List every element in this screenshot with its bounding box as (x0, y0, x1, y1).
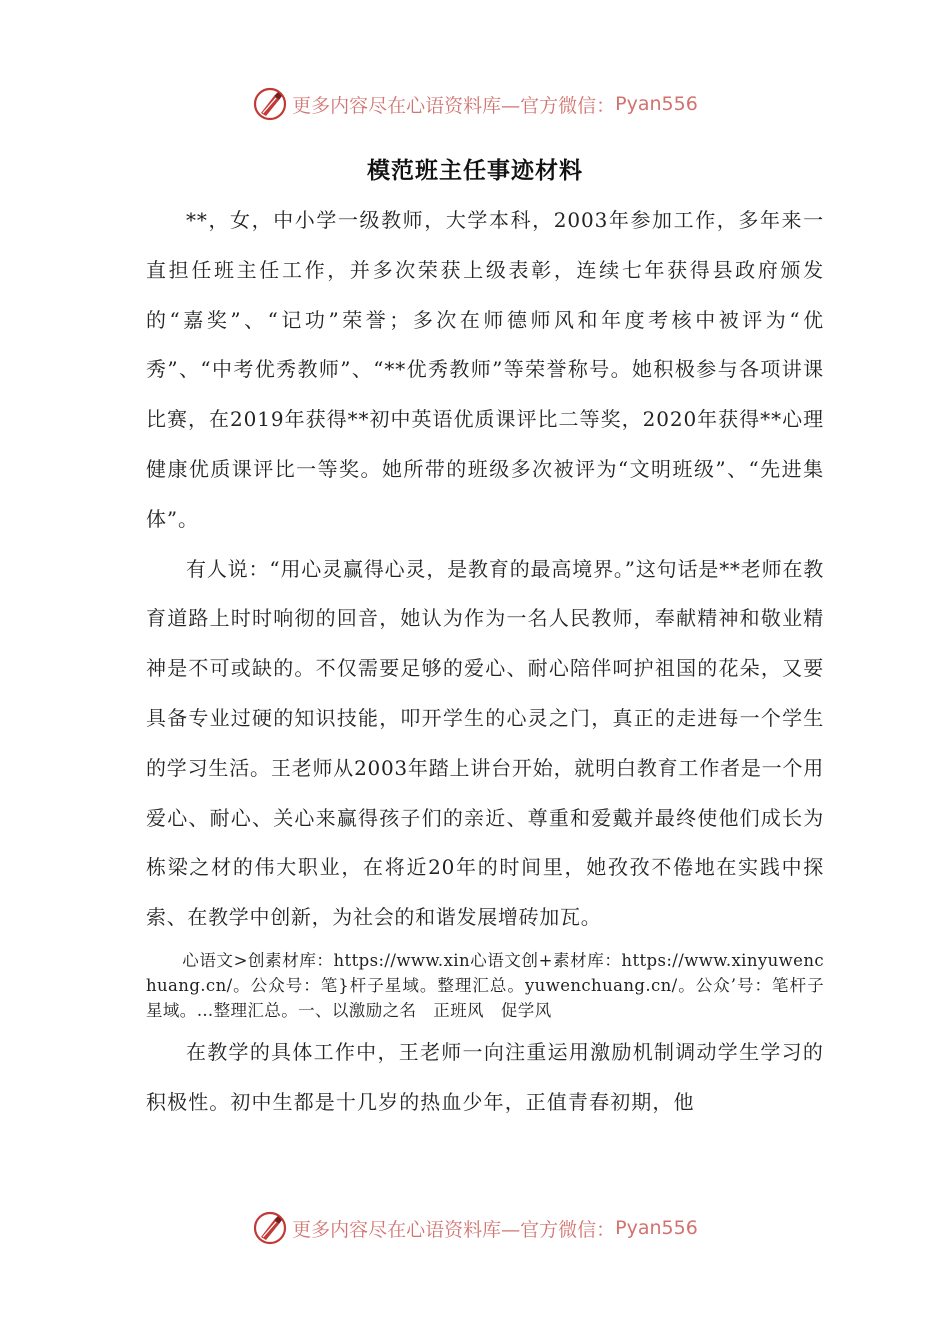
paragraph-1: **，女，中小学一级教师，大学本科，2003年参加工作，多年来一直担任班主任工作，并多次荣获上级表彰，连续七年获得县政府颁发的“嘉奖”、“记功”荣誉；多次在师德师风和年度考核中被评为“优秀”、“中考优秀教师”、“**优秀教师”等荣誉称号。她积极参与各项讲课比赛，在2019年获得**初中英语优质课评比二等奖，2020年获得**心理健康优质课评比一等奖。她所带的班级多次被评为“文明班级”、“先进集体”。 (146, 208, 824, 531)
pen-nib-logo-icon (252, 1210, 288, 1246)
paragraph-3: 在教学的具体工作中，王老师一向注重运用激励机制调动学生学习的积极性。初中生都是十几岁的热血少年，正值青春初期，他 (146, 1039, 824, 1114)
watermark-text: 更多内容尽在心语资料库—官方微信： (292, 1218, 616, 1241)
watermark-text: 更多内容尽在心语资料库—官方微信： (292, 94, 616, 117)
footer-watermark (0, 1208, 950, 1248)
paragraph-2: 有人说：“用心灵赢得心灵，是教育的最高境界。”这句话是**老师在教育道路上时时响彻的回音，她认为作为一名人民教师，奉献精神和敬业精神是不可或缺的。不仅需要足够的爱心、耐心陪伴呵护祖国的花朵，又要具备专业过硬的知识技能，叩开学生的心灵之门，真正的走进每一个学生的学习生活。王老师从2003年踏上讲台开始，就明白教育工作者是一个用爱心、耐心、关心来赢得孩子们的亲近、尊重和爱戴并最终使他们成长为栋梁之材的伟大职业，在将近20年的时间里，她孜孜不倦地在实践中探索、在教学中创新，为社会的和谐发展增砖加瓦。 (146, 556, 824, 930)
watermark-wechat-id: Pyan556 (615, 93, 698, 115)
header-watermark (0, 84, 950, 124)
pen-nib-logo-icon (252, 86, 288, 122)
document-title: 模范班主任事迹材料 (367, 157, 583, 184)
source-note: 心语文>创素材库：https://www.xin心语文创+素材库：https://www.xinyuwenchuang.cn/。公众号：笔}杆子星域。整理汇总。yuwenchuang.cn/。公众’号：笔杆子星域。…整理汇总。一、以激励之名 正班风 促学风 (146, 950, 824, 1020)
watermark-wechat-id: Pyan556 (615, 1217, 698, 1239)
document-body (146, 196, 824, 1128)
